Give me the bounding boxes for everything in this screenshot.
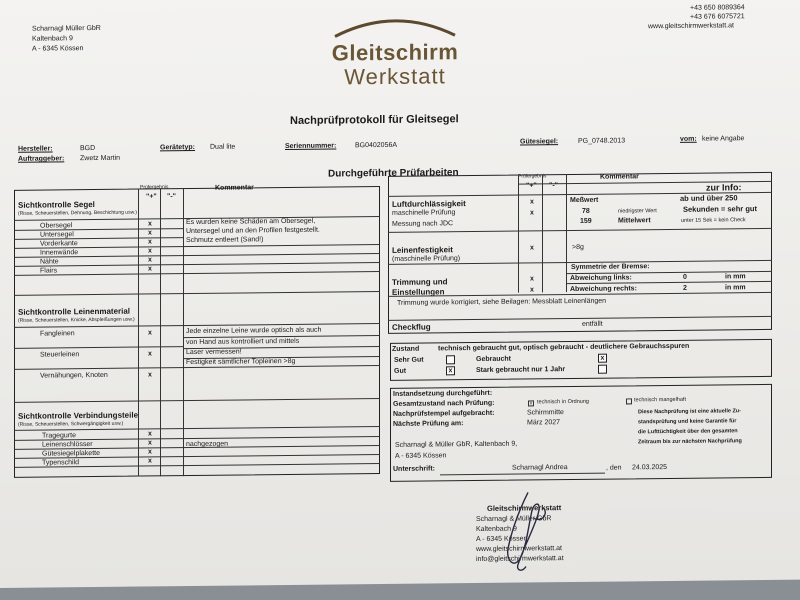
note-line-2: standsprüfung und keine Garantie für <box>638 418 737 426</box>
sehr-gut-label: Sehr Gut <box>394 356 424 364</box>
segel-item-untersegel: Untersegel <box>40 231 74 239</box>
opt-in-ordnung-checkbox[interactable]: x <box>529 400 533 407</box>
verb-item-tragegurte: Tragegurte <box>42 432 76 440</box>
abweichung-links-value: 0 <box>683 273 687 281</box>
leinen-item-vernaehungen: Vernähungen, Knoten <box>40 371 108 380</box>
segel-item-naehte: Nähte <box>40 258 59 266</box>
datum-value: 24.03.2025 <box>632 464 668 472</box>
website: www.gleitschirmwerkstatt.at <box>648 22 734 31</box>
checkflug-value: entfällt <box>582 320 603 328</box>
stamp-line-2: Kaltenbach 9 <box>476 525 517 534</box>
naechste-label: Nächste Prüfung am: <box>393 420 464 428</box>
mark-trimmung-1: x <box>530 275 534 283</box>
address-line-1: Scharnagl & Müller GbR, Kaltenbach 9, <box>395 440 518 449</box>
stamp-line-1: Scharnagl & Müller GbR <box>476 515 552 524</box>
abweichung-rechts-label: Abweichung rechts: <box>570 285 637 294</box>
leinen-comment-2: von Hand aus kontrolliert und mittels <box>186 337 300 347</box>
segel-title: Sichtkontrolle Segel <box>18 200 95 210</box>
stempel-value: Schirmmitte <box>527 409 564 417</box>
verbindung-subtitle: (Risse, Scheuerstellen, Schwergängigkeit usw.) <box>18 420 124 428</box>
verbindung-title: Sichtkontrolle Verbindungsteile <box>18 410 139 421</box>
gut-label: Gut <box>394 367 407 375</box>
abweichung-rechts-value: 2 <box>683 284 687 292</box>
mark-flairs: x <box>148 265 152 273</box>
mark-naehte: x <box>148 256 152 264</box>
unit-rechts: in mm <box>725 284 746 292</box>
hersteller-label: Hersteller: <box>18 145 53 153</box>
right-minus-header: "-" <box>549 182 558 190</box>
mark-tragegurte: x <box>148 430 152 438</box>
left-kommentar-header: Kommentar <box>215 184 254 192</box>
guetesiegel-label: Gütesiegel: <box>520 138 559 146</box>
mark-innenwaende: x <box>148 247 152 255</box>
gebraucht-checkbox[interactable]: x <box>598 354 607 363</box>
stamp-title: Gleitschirmwerkstatt <box>487 503 562 513</box>
segel-item-obersegel: Obersegel <box>40 222 73 230</box>
luft-sub-2: Messung nach JDC <box>392 220 454 228</box>
seriennummer-label: Seriennummer: <box>285 142 337 151</box>
segel-comment-1: Es wurden keine Schäden am Obersegel, <box>186 217 316 227</box>
leinenfestigkeit-sub: (maschinelle Prüfung) <box>392 255 461 263</box>
right-pruef-header: Prüfergebnis <box>518 173 547 180</box>
stamp-line-3: A - 6345 Kössen <box>476 535 528 544</box>
segel-subtitle: (Risse, Scheuerstellen, Dehnung, Beschichtung usw.) <box>18 209 137 217</box>
stark-gebraucht-checkbox[interactable] <box>598 365 607 374</box>
unit-links: in mm <box>725 273 746 281</box>
leinen-comment-1: Jede einzelne Leine wurde optisch als auch <box>186 326 322 336</box>
stamp-line-5: info@gleitschirmwerkstatt.at <box>476 555 564 564</box>
geraetetyp-value: Dual lite <box>210 143 236 151</box>
hersteller-value: BGD <box>80 145 96 153</box>
den-label: , den <box>606 464 622 472</box>
leinenfestigkeit-value: >8g <box>572 243 584 252</box>
leinen-item-steuerleinen: Steuerleinen <box>40 351 80 359</box>
logo-line-2: Werkstatt <box>344 63 446 90</box>
mark-untersegel: x <box>148 229 152 237</box>
segel-item-vorderkante: Vorderkante <box>40 240 78 248</box>
leinen-subtitle: (Risse, Scheuerstellen, Knicke, Abspleißungen usw.) <box>18 316 135 324</box>
verb-item-leinenschloesser: Leinenschlösser <box>42 441 93 449</box>
leinen-title: Sichtkontrolle Leinenmaterial <box>18 306 131 317</box>
segel-comment-2: Untersegel und an den Profilen festgestellt. <box>186 226 320 236</box>
mark-vorderkante: x <box>148 238 152 246</box>
note-line-3: die Lufttüchtigkeit über den gesamten <box>638 428 738 436</box>
mark-leinenfestigkeit: x <box>530 244 534 252</box>
stamp-line-4: www.gleitschirmwerkstatt.at <box>476 545 562 554</box>
guetesiegel-value: PG_0748.2013 <box>578 137 626 145</box>
note-line-4: Zeitraum bis zur nächsten Nachprüfung <box>638 438 742 446</box>
value-78: 78 <box>582 207 590 215</box>
segel-item-flairs: Flairs <box>40 267 58 275</box>
leinen-comment-4: Festigkeit sämtlicher Topleinen >8g <box>186 357 296 367</box>
mark-vernaehungen: x <box>148 371 152 379</box>
geraetetyp-label: Gerätetyp: <box>160 143 196 152</box>
seriennummer-value: BG0402056A <box>355 141 398 150</box>
phone-1: +43 650 8089364 <box>690 4 745 12</box>
auftraggeber-value: Zwetz Martin <box>80 154 121 163</box>
leinenfestigkeit-title: Leinenfestigkeit <box>392 245 453 255</box>
ab-250: ab und über 250 <box>680 193 738 203</box>
mark-obersegel: x <box>148 220 152 228</box>
abweichung-links-label: Abweichung links: <box>570 274 632 283</box>
section-title: Durchgeführte Prüfarbeiten <box>328 167 459 180</box>
vom-value: keine Angabe <box>702 135 745 143</box>
unter-15-label: unter 15 Sek = kein Check <box>681 217 746 224</box>
trimmung-note: Trimmung wurde korrigiert, siehe Beilagen: Messblatt Leinenlängen <box>397 297 607 307</box>
leinen-item-fangleinen: Fangleinen <box>40 330 75 338</box>
luft-sub-1: maschinelle Prüfung <box>392 209 456 217</box>
mark-leinenschloesser: x <box>148 439 152 447</box>
symmetrie-label: Symmetrie der Bremse: <box>571 263 650 272</box>
note-line-1: Diese Nachprüfung ist eine aktuelle Zu- <box>638 408 741 416</box>
verb-item-typenschild: Typenschild <box>42 459 79 467</box>
checkflug-label: Checkflug <box>392 322 431 332</box>
mark-typenschild: x <box>148 457 152 465</box>
unterschrift-value: Scharnagl Andrea <box>512 464 568 472</box>
phone-2: +43 676 6075721 <box>690 13 745 21</box>
mark-steuerleinen: x <box>148 350 152 358</box>
mittelwert-label: Mittelwert <box>618 217 651 225</box>
mark-fangleinen: x <box>148 329 152 337</box>
gebraucht-label: Gebraucht <box>476 355 512 364</box>
company-city: A - 6345 Kössen <box>32 45 84 53</box>
left-plus-header: "+" <box>146 193 157 201</box>
stempel-label: Nachprüfstempel aufgebracht: <box>393 409 495 418</box>
zustand-label: Zustand <box>392 345 420 353</box>
right-plus-header: "+" <box>526 182 537 190</box>
stark-gebraucht-label: Stark gebraucht nur 1 Jahr <box>476 366 566 375</box>
left-minus-header: "-" <box>167 193 176 201</box>
address-line-2: A - 6345 Kössen <box>395 452 447 460</box>
signature-icon <box>498 488 558 575</box>
sekunden-label: Sekunden = sehr gut <box>683 204 757 214</box>
unterschrift-label: Unterschrift: <box>393 465 436 473</box>
trimmung-title-1: Trimmung und <box>392 277 448 287</box>
value-159: 159 <box>580 217 592 225</box>
verb-item-guetesiegelplakette: Gütesiegelplakette <box>42 449 100 458</box>
logo-line-1: Gleitschirm <box>331 39 459 66</box>
niedrigster-label: niedrigster Wert <box>618 208 657 215</box>
mark-luft-2: x <box>530 209 534 217</box>
luft-title: Luftdurchlässigkeit <box>392 199 466 209</box>
sehr-gut-checkbox[interactable] <box>446 355 455 364</box>
mark-guetesiegelplakette: x <box>148 448 152 456</box>
zur-info: zur Info: <box>706 182 742 193</box>
verb-comment: nachgezogen <box>186 440 229 449</box>
segel-comment-3: Schmutz entleert (Sand!) <box>186 236 264 245</box>
document-title: Nachprüfprotokoll für Gleitsegel <box>290 113 459 127</box>
company-name: Scharnagl Müller GbR <box>32 24 101 33</box>
naechste-value: März 2027 <box>527 419 561 427</box>
mark-luft-1: x <box>530 198 534 206</box>
right-kommentar-header: Kommentar <box>600 173 639 181</box>
trimmung-title-2: Einstellungen <box>392 287 445 297</box>
instandsetzung-title: Instandsetzung durchgeführt: <box>393 389 493 398</box>
left-pruef-header: Prüfergebnis <box>140 184 169 191</box>
opt-in-ordnung-label: technisch in Ordnung <box>537 398 589 406</box>
messwert-label: Meßwert <box>570 196 599 205</box>
gut-checkbox[interactable]: x <box>446 366 455 375</box>
leinen-comment-3: Laser vermessen! <box>186 348 242 357</box>
company-street: Kaltenbach 9 <box>32 35 73 43</box>
logo-arc-icon <box>330 11 460 38</box>
opt-mangelhaft-label: technisch mangelhaft <box>634 396 686 404</box>
zustand-text: technisch gebraucht gut, optisch gebraucht - deutlichere Gebrauchsspuren <box>438 342 690 353</box>
opt-mangelhaft-checkbox[interactable] <box>626 398 632 404</box>
mark-trimmung-2: x <box>530 286 534 294</box>
gesamtzustand-label: Gesamtzustand nach Prüfung: <box>393 399 495 408</box>
segel-item-innenwaende: Innenwände <box>40 249 79 257</box>
vom-label: vom: <box>680 135 697 143</box>
auftraggeber-label: Auftraggeber: <box>18 155 65 163</box>
